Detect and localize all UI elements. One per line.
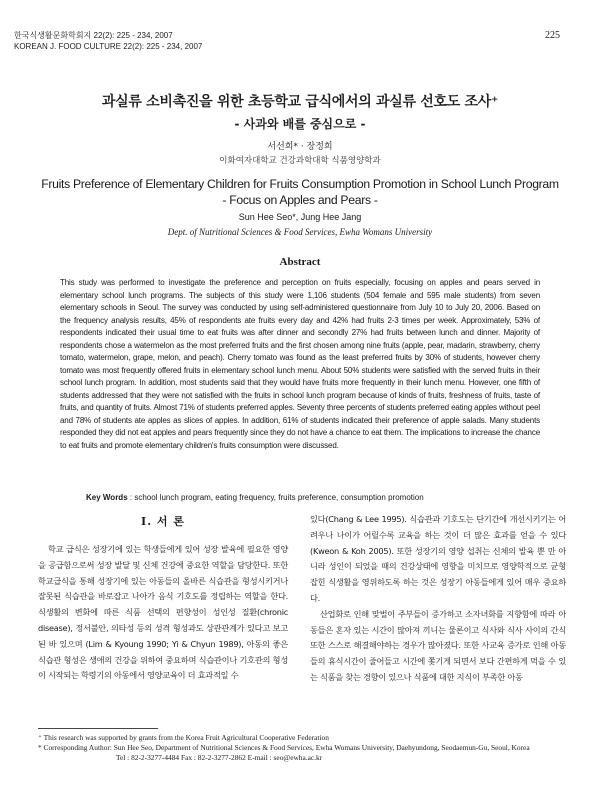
affiliation-english: Dept. of Nutritional Sciences & Food Services, Ewha Womans University xyxy=(167,227,433,237)
paragraph: 있다(Chang & Lee 1995). 식습관과 기호도는 단기간에 개선시키기는 어려우나 나이가 어릴수록 교육을 하는 것이 더 많은 효과를 얻을 수 있다(Kweon & Koh 2005). 또한 성장기의 영양 섭취는 신체의 발육 뿐 만 아니라 성인이 되었을 때의 건강상태에 영향을 미치므로 영양학적으로 균형잡힌 식생활을 영위하도록 하는 것은 성장기 아동들에게 있어 매우 중요하다. xyxy=(310,514,566,603)
title-korean: 과실류 소비촉진을 위한 초등학교 급식에서의 과실류 선호도 조사⁺ xyxy=(101,94,499,110)
body-right-column xyxy=(310,512,566,686)
page-number: 225 xyxy=(545,30,560,41)
body-left-column xyxy=(38,542,288,684)
abstract-heading: Abstract xyxy=(279,256,321,268)
journal-name-ko: 한국식생활문화학회지 22(2): 225 - 234, 2007 xyxy=(14,31,173,40)
footnote-corresponding-author: * Corresponding Author: Sun Hee Seo, Department of Nutritional Sciences & Food Services, Ewha Womans University, Daehyundong, Seodaemun-Gu, Seoul, Korea xyxy=(38,743,530,752)
authors-english: Sun Hee Seo*, Jung Hee Jang xyxy=(238,212,362,222)
paragraph: 산업화로 인해 맞벌이 주부들이 증가하고 소자녀화를 지향함에 따라 아동들은 혼자 있는 시간이 많아져 끼니는 물론이고 식사와 식사 사이의 간식 또한 스스로 해결해야하는 경우가 많아졌다. 또한 사교육 증가로 인해 아동들의 휴식시간이 줄어들고 시간에 쫓기게 되면서 보다 간편하게 먹을 수 있는 식품을 찾는 경향이 있으나 식품에 대한 지식이 부족한 아동 xyxy=(310,608,566,682)
affiliation-korean: 이화여자대학교 건강과학대학 식품영양학과 xyxy=(219,156,381,166)
keywords-list: : school lunch program, eating frequency, fruits preference, consumption promotion xyxy=(129,493,424,502)
subtitle-korean: - 사과와 배를 중심으로 - xyxy=(234,117,366,131)
title-english xyxy=(20,176,580,208)
abstract-text: This study was performed to investigate the preference and perception on fruits especially, focusing on apples and pears served in elementary school lunch programs. The subjects of this study were 1,106 students (504 female and 595 male students) from seven elementary schools in Seoul. The survey was conducted by using self-administered questionnaire from July 10 to July 20, 2006. Based on the frequency analysis results, 45% of respondents ate fruits every day and 42% had fruits 2-3 times per week. Approximately, 53% of respondents indicated their usual time to eat fruits was after dinner and secondly 27% had fruits between lunch and dinner. Majority of respondents chose a watermelon as the most preferred fruits and the first chosen among nine fruits (apple, pear, madarin, strawberry, cherry tomato, watermelon, grape, melon, and peach). Cherry tomato was found as the least preferred fruits by 30% of students, however cherry tomato was most frequently offered fruits in elementary school lunch menu. About 50% students were satisfied with the served fruits in their school lunch program. In addition, most students said that they would have fruits more frequently in their lunch menu. However, one fifth of students addressed that they were not satisfied with the fruits in school lunch program because of kinds of fruits, freshness of fruits, taste of fruits, and quantity of fruits. Almost 71% of students preferred apples. Seventy three percents of students preferred eating apples without peel and 78% of students ate apples as slices of apples. In addition, 61% of students indicated their preference of apple salads. Many students responded they did not eat apples and pears frequently since they do not have a chance to eat them. The implications to increase the chance to eat fruits and promote elementary children's fruits consumption were discussed. xyxy=(60,278,540,450)
title-english-line1: Fruits Preference of Elementary Children for Fruits Consumption Promotion in School Lunch Program xyxy=(41,177,559,191)
paragraph: 학교 급식은 성장기에 있는 학생들에게 있어 성장 발육에 필요한 영양을 공급함으로써 성장 발달 및 신체 건강에 중요한 역할을 담당한다. 또한 학교급식을 통해 성장기에 있는 아동들의 올바른 식습관을 형성시키거나 잘못된 식습관을 바로잡고 나아가 음식 기호도를 정립하는 역할을 한다. 식생활의 변화에 따른 식품 선택의 편향성이 성인성 질환(chronic disease), 정서불안, 의타성 등의 성격 형성과도 상관관계가 있다고 보고된 바 있으며 (Lim & Kyoung 1990; Yi & Chyun 1989), 아동의 좋은 식습관 형성은 생애의 건강을 위하여 중요하며 식습관이나 기호관의 형성이 시작되는 학령기의 아동에서 영양교육이 더 효과적일 수 xyxy=(38,544,288,681)
title-english-line2: - Focus on Apples and Pears - xyxy=(222,193,378,207)
keywords-label: Key Words xyxy=(86,493,128,502)
journal-header xyxy=(14,30,202,52)
journal-name-en: KOREAN J. FOOD CULTURE 22(2): 225 - 234, 2007 xyxy=(14,42,203,51)
keywords xyxy=(86,493,556,502)
footnote-divider xyxy=(38,728,158,729)
footnote-funding: ⁺ This research was supported by grants from the Korea Fruit Agricultural Cooperative Federation xyxy=(38,733,329,742)
footnote-contact: Tel : 82-2-3277-4484 Fax : 82-2-3277-2862 E-mail : seo@ewha.ac.kr xyxy=(116,753,323,762)
authors-korean: 서선희* · 장정희 xyxy=(267,142,333,152)
section-heading-introduction: Ⅰ. 서 론 xyxy=(141,515,185,528)
